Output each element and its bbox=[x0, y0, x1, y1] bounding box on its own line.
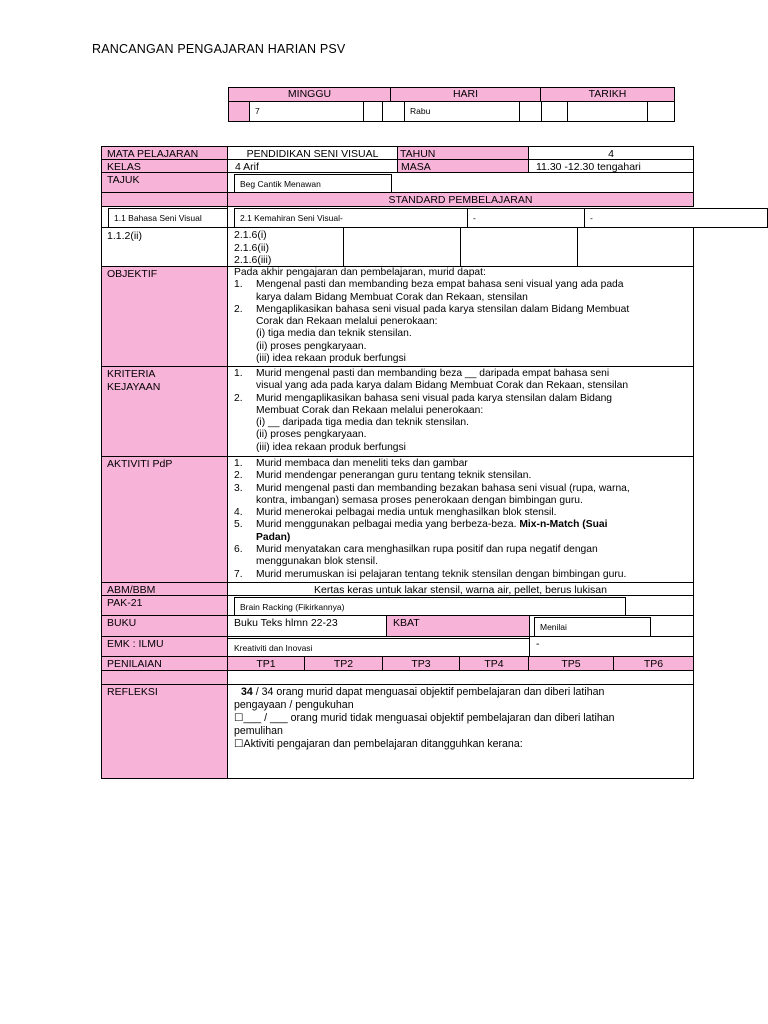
tajuk-label: TAJUK bbox=[101, 172, 228, 193]
aktiviti-item: 3. Murid mengenal pasti dan membanding bezakan bahasa seni visual (rupa, warna, kontra, imbangan) semasa proses penerokaan dengan bimbingan guru. bbox=[234, 482, 630, 506]
kriteria-item: 1. Murid mengenal pasti dan membanding beza __ daripada empat bahasa seni visual yang ada pada karya dalam Bidang Membuat Corak dan Rekaan, stensilan bbox=[234, 368, 629, 392]
code-cell bbox=[460, 227, 578, 267]
kriteria-sub: (ii) proses pengkaryaan. bbox=[256, 429, 367, 441]
mata-pelajaran-value: PENDIDIKAN SENI VISUAL bbox=[227, 146, 398, 160]
objektif-sub: (iii) idea rekaan produk berfungsi bbox=[256, 353, 406, 365]
aktiviti-item: 7. Murid merumuskan isi pelajaran tentang teknik stensilan dengan bimbingan guru. bbox=[234, 568, 627, 580]
emk-label: EMK : ILMU bbox=[101, 636, 228, 657]
objektif-item: 1. Mengenal pasti dan membanding beza empat bahasa seni visual yang ada pada karya dalam Bidang Membuat Corak dan Rekaan, stensilan bbox=[234, 279, 624, 303]
code-2b: 2.1.6(ii) bbox=[234, 241, 270, 254]
kriteria-sub: (i) __ daripada tiga media dan teknik stensilan. bbox=[256, 417, 469, 429]
kbat-label: KBAT bbox=[386, 615, 530, 637]
penilaian-spacer bbox=[227, 670, 694, 685]
standard-1: 1.1 Bahasa Seni Visual bbox=[108, 208, 228, 228]
penilaian-spacer bbox=[101, 670, 228, 685]
kbat-value: Menilai bbox=[534, 617, 651, 637]
aktiviti-item: 1. Murid membaca dan meneliti teks dan gambar bbox=[234, 458, 468, 469]
tp1-cell: TP1 bbox=[227, 656, 305, 671]
code-2 bbox=[227, 227, 344, 267]
penilaian-label: PENILAIAN bbox=[101, 656, 228, 671]
refleksi-content bbox=[227, 684, 694, 779]
objektif-intro: Pada akhir pengajaran dan pembelajaran, murid dapat: bbox=[234, 267, 486, 278]
refleksi-line1: 34 / 34 orang murid dapat menguasai objektif pembelajaran dan diberi latihan bbox=[241, 686, 605, 698]
date-margin bbox=[228, 101, 250, 122]
kriteria-item: 2. Murid mengaplikasikan bahasa seni visual pada karya stensilan dalam Bidang Membuat Corak dan Rekaan melalui penerokaan: bbox=[234, 392, 613, 416]
code-2a: 2.1.6(i) bbox=[234, 229, 267, 241]
objektif-sub: (i) tiga media dan teknik stensilan. bbox=[256, 328, 412, 340]
aktiviti-content bbox=[227, 456, 694, 583]
abm-label: ABM/BBM bbox=[101, 582, 228, 596]
objektif-content bbox=[227, 266, 694, 367]
standard-label-margin bbox=[101, 192, 228, 207]
buku-label: BUKU bbox=[101, 615, 228, 637]
minggu-header: MINGGU bbox=[228, 87, 391, 102]
tp3-cell: TP3 bbox=[382, 656, 460, 671]
hari-header: HARI bbox=[390, 87, 541, 102]
masa-value: 11.30 -12.30 tengahari bbox=[528, 159, 694, 173]
standard-4: - bbox=[584, 208, 768, 228]
code-1: 1.1.2(ii) bbox=[101, 227, 228, 267]
tahun-value: 4 bbox=[528, 146, 694, 160]
tp2-cell: TP2 bbox=[304, 656, 383, 671]
tarikh-value bbox=[567, 101, 648, 122]
kriteria-label: KRITERIA KEJAYAAN bbox=[101, 366, 228, 457]
code-2c: 2.1.6(iii) bbox=[234, 254, 272, 266]
emk-value: Kreativiti dan Inovasi bbox=[227, 638, 530, 657]
objektif-label: OBJEKTIF bbox=[101, 266, 228, 367]
refleksi-line3: ☐Aktiviti pengajaran dan pembelajaran ditangguhkan kerana: bbox=[234, 738, 523, 750]
date-cell bbox=[541, 101, 568, 122]
date-cell bbox=[519, 101, 542, 122]
aktiviti-item: 6. Murid menyatakan cara menghasilkan rupa positif dan rupa negatif dengan menggunakan blok stensil. bbox=[234, 544, 598, 568]
kelas-value: 4 Arif bbox=[227, 159, 398, 173]
objektif-sub: (ii) proses pengkaryaan. bbox=[256, 340, 367, 352]
page-title: RANCANGAN PENGAJARAN HARIAN PSV bbox=[92, 42, 346, 56]
buku-value: Buku Teks hlmn 22-23 bbox=[227, 615, 387, 637]
pak21-label: PAK-21 bbox=[101, 595, 228, 616]
tp4-cell: TP4 bbox=[459, 656, 529, 671]
hari-value: Rabu bbox=[404, 101, 520, 122]
aktiviti-item: 4. Murid menerokai pelbagai media untuk menghasilkan blok stensil. bbox=[234, 507, 557, 519]
emk-right: - bbox=[529, 636, 694, 657]
aktiviti-label: AKTIVITI PdP bbox=[101, 456, 228, 583]
tajuk-value: Beg Cantik Menawan bbox=[234, 174, 392, 193]
tp5-cell: TP5 bbox=[528, 656, 614, 671]
standard-2: 2.1 Kemahiran Seni Visual- bbox=[234, 208, 468, 228]
masa-label: MASA bbox=[397, 159, 529, 173]
standard-3: - bbox=[467, 208, 585, 228]
kelas-label: KELAS bbox=[101, 159, 228, 173]
minggu-value: 7 bbox=[249, 101, 364, 122]
objektif-item: 2. Mengaplikasikan bahasa seni visual pada karya stensilan dalam Bidang Membuat Corak dan Rekaan melalui penerokaan: bbox=[234, 303, 630, 328]
pak21-value: Brain Racking (Fikirkannya) bbox=[234, 597, 626, 616]
refleksi-line2b: pemulihan bbox=[234, 725, 283, 737]
refleksi-line1b: pengayaan / pengukuhan bbox=[234, 699, 354, 711]
aktiviti-item: 2. Murid mendengar penerangan guru tentang teknik stensilan. bbox=[234, 470, 532, 482]
refleksi-label: REFLEKSI bbox=[101, 684, 228, 779]
aktiviti-item: 5. Murid menggunakan pelbagai media yang berbeza-beza. Mix-n-Match (Suai Padan) bbox=[234, 519, 608, 543]
date-cell bbox=[382, 101, 405, 122]
tarikh-header: TARIKH bbox=[540, 87, 675, 102]
date-cell bbox=[647, 101, 675, 122]
abm-value: Kertas keras untuk lakar stensil, warna air, pellet, berus lukisan bbox=[227, 582, 694, 596]
kriteria-sub: (iii) idea rekaan produk berfungsi bbox=[256, 441, 406, 453]
tahun-label: TAHUN bbox=[397, 146, 529, 160]
date-cell bbox=[363, 101, 383, 122]
tp6-cell: TP6 bbox=[613, 656, 694, 671]
code-cell bbox=[577, 227, 694, 267]
standard-pembelajaran-header: STANDARD PEMBELAJARAN bbox=[227, 192, 694, 207]
kriteria-content bbox=[227, 366, 694, 457]
refleksi-line2: ☐___ / ___ orang murid tidak menguasai objektif pembelajaran dan diberi latihan bbox=[234, 712, 615, 724]
mata-pelajaran-label: MATA PELAJARAN bbox=[101, 146, 228, 160]
code-cell bbox=[343, 227, 461, 267]
